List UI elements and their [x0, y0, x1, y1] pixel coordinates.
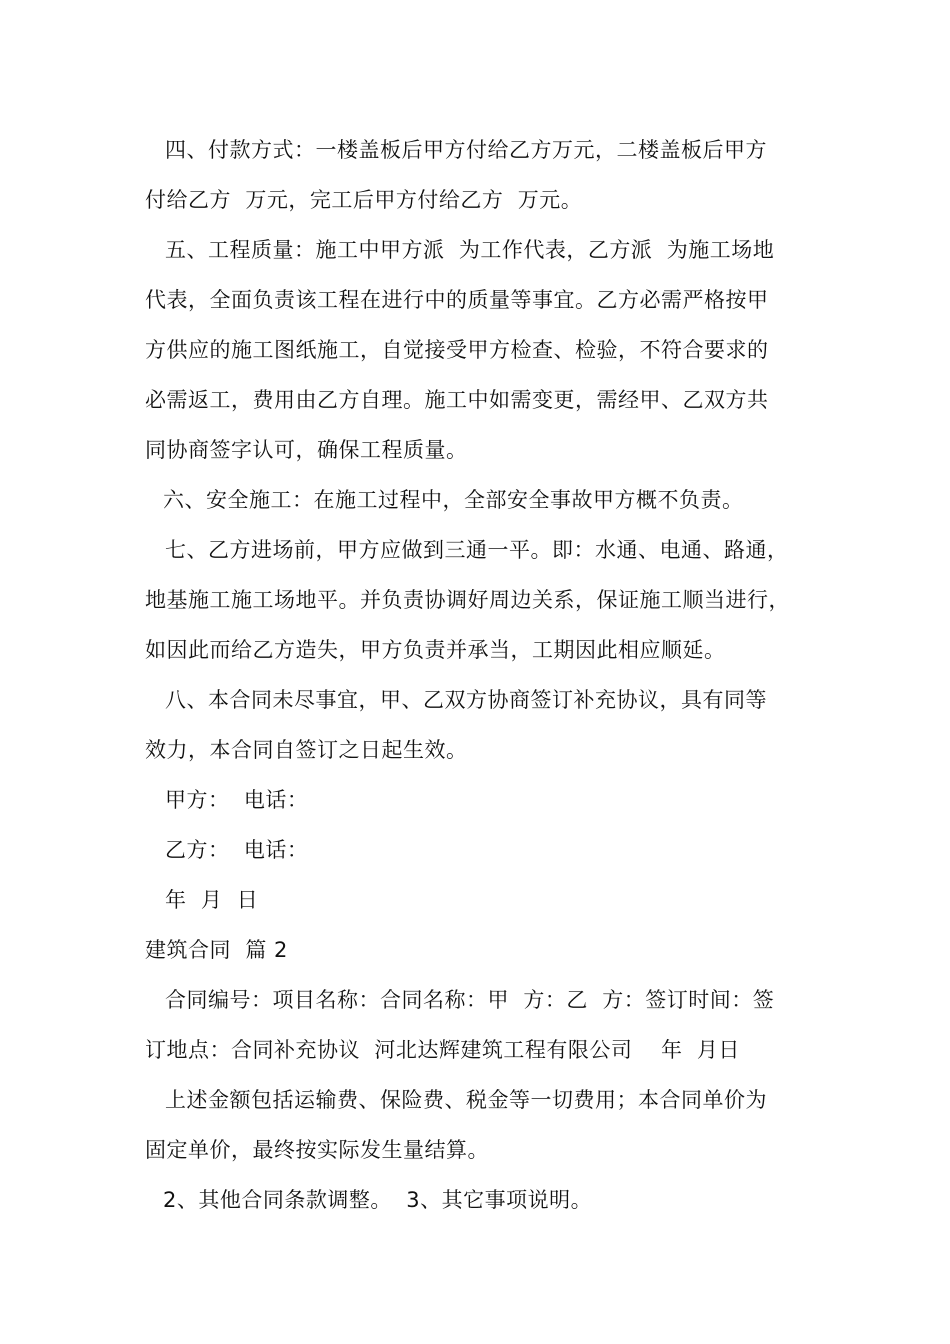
paragraph-line: 付给乙方 万元，完工后甲方付给乙方 万元。 — [145, 188, 583, 212]
paragraph-line: 五、工程质量：施工中甲方派 为工作代表，乙方派 为施工场地 — [165, 238, 775, 262]
paragraph-line: 四、付款方式：一楼盖板后甲方付给乙方万元，二楼盖板后甲方 — [165, 138, 767, 162]
paragraph-line: 必需返工，费用由乙方自理。施工中如需变更，需经甲、乙双方共 — [145, 388, 769, 412]
signature-party-a-line: 甲方： 电话： — [165, 788, 309, 812]
paragraph-line: 效力，本合同自签订之日起生效。 — [145, 738, 468, 762]
paragraph-line: 如因此而给乙方造失，甲方负责并承当，工期因此相应顺延。 — [145, 638, 726, 662]
section-heading: 建筑合同 篇 2 — [145, 938, 288, 962]
paragraph-line: 2、其他合同条款调整。 3、其它事项说明。 — [163, 1188, 593, 1212]
paragraph-line: 固定单价，最终按实际发生量结算。 — [145, 1138, 489, 1162]
signature-party-b-line: 乙方： 电话： — [165, 838, 309, 862]
paragraph-line: 七、乙方进场前，甲方应做到三通一平。即：水通、电通、路通， — [165, 538, 789, 562]
paragraph-line: 六、安全施工：在施工过程中，全部安全事故甲方概不负责。 — [163, 488, 744, 512]
paragraph-line: 代表，全面负责该工程在进行中的质量等事宜。乙方必需严格按甲 — [145, 288, 769, 312]
paragraph-line: 地基施工施工场地平。并负责协调好周边关系，保证施工顺当进行， — [145, 588, 790, 612]
paragraph-line: 八、本合同未尽事宜，甲、乙双方协商签订补充协议，具有同等 — [165, 688, 767, 712]
paragraph-line: 上述金额包括运输费、保险费、税金等一切费用；本合同单价为 — [165, 1088, 767, 1112]
date-line: 年 月 日 — [165, 888, 259, 912]
paragraph-line: 订地点：合同补充协议 河北达辉建筑工程有限公司 年 月日 — [145, 1038, 740, 1062]
paragraph-line: 方供应的施工图纸施工，自觉接受甲方检查、检验，不符合要求的 — [145, 338, 769, 362]
paragraph-line: 同协商签字认可，确保工程质量。 — [145, 438, 468, 462]
paragraph-line: 合同编号：项目名称：合同名称：甲 方：乙 方：签订时间：签 — [165, 988, 775, 1012]
